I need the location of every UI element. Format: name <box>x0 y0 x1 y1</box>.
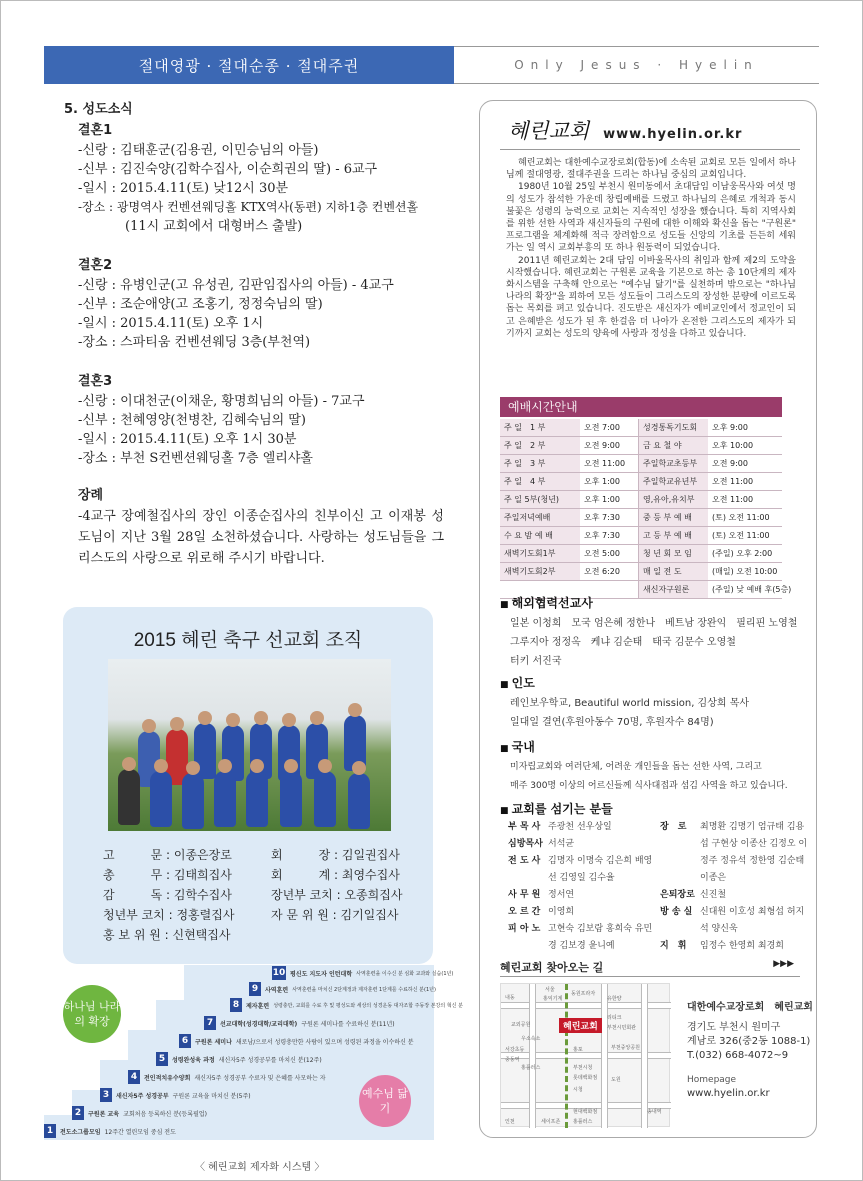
wedding-line: -장소 : 스파티움 컨벤션웨딩 3층(부천역) <box>78 335 311 350</box>
mission-title: 2015 혜린 축구 선교회 조직 <box>133 630 363 651</box>
staff-names: 정서연 <box>548 890 575 900</box>
service-time: 오후 7:30 <box>584 513 620 522</box>
wedding-title: 결혼1 <box>78 123 113 138</box>
staff-row <box>660 904 810 938</box>
staff-row <box>508 853 658 887</box>
wedding-line: -신랑 : 유병인군(고 유성권, 김판임집사의 아들) - 4교구 <box>78 278 394 293</box>
service-name: 중 등 부 예 배 <box>638 509 708 526</box>
service-name: 영,유아,유치부 <box>638 491 708 508</box>
phone-number: T.(032) 668-4072~9 <box>687 1050 789 1061</box>
roster-row: 감 독 : 김학수집사 장년부 코치 : 오종희집사 <box>103 888 403 902</box>
service-row <box>500 473 782 491</box>
wedding-line: -신랑 : 이대천군(이채운, 황명희님의 아들) - 7교구 <box>78 394 365 409</box>
step-2: 2 구원론 교육 교회처음 등록하신 분(등록필업) <box>72 1106 207 1120</box>
staff-role: 사 무 원 <box>508 890 541 900</box>
staff-role: 방 송 실 <box>660 907 693 917</box>
staff-names: 신대원 이호성 최형섭 허지석 양신욱 <box>700 907 805 934</box>
staff-names: 임정수 한영희 최경희 <box>700 941 784 951</box>
service-time: 오전 5:00 <box>584 549 620 558</box>
staff-names: 고현숙 김보람 홍희숙 유민경 김보경 윤니예 <box>548 924 653 951</box>
service-name: 새벽기도회2부 <box>500 563 580 580</box>
staff-role: 지 휘 <box>660 941 687 951</box>
service-name: 주일저녁예배 <box>500 509 580 526</box>
service-time: 오전 11:00 <box>584 459 626 468</box>
wedding-line: -일시 : 2015.4.11(토) 오후 1시 <box>78 316 264 331</box>
india-title: ■ 인도 <box>500 675 810 694</box>
service-time: 오전 9:00 <box>584 441 620 450</box>
step-6: 6 구원론 세미나 새로남/으로서 성령충만한 사람이 있으며 성령된 과정을 이수하신 분 <box>179 1034 414 1048</box>
step-9: 9 사역훈련 사역훈련을 마치신 2단계정과 제자훈련 1단계를 수료하신 분(1년) <box>249 982 436 996</box>
staff-role: 장 로 <box>660 822 687 832</box>
location-map: 혜린교회 서울 내동 홍익기계 동원프라자 유한양 교외공원 리티크 부천시민회관 우소속소 홍플러스 시청 부천중앙공원 서강초등 홍포 중동역 부천시청 롯데백화점 도원 현대백화점 홍플러스 세이프존 송내역 인천 <box>500 983 670 1127</box>
roster-row: 청년부 코치 : 정홍렬집사 자 문 위 원 : 김기일집사 <box>103 908 399 922</box>
service-name: 주 일 4 부 <box>500 473 580 490</box>
church-marker: 혜린교회 <box>559 1018 602 1033</box>
staircase-caption: 〈 혜린교회 제자화 시스템 〉 <box>195 1162 325 1173</box>
intro-paragraph: 1980년 10월 25일 부천시 원미동에서 초대담임 이남웅목사와 여섯 명의 성도가 참석한 가운데 창립예배를 드렸고 하나님의 은혜로 개척과 동시 불꽃은 성령의 능력으로 교회는 지속적인 성장을 했습니다. 특히 지역사회를 위한 선한 사역과 새신자들의 구원에 대한 이해와 확신을 돕는 "구원론" 프로그램을 체계화해 적극 장려함으로 성도들 신앙의 기초를 든든히 세워가는 일 역시 교회부흥의 또 하나 원동력이 되었습니다. <box>506 182 796 254</box>
service-time: 오전 11:00 <box>712 495 754 504</box>
staff-title: ■ 교회를 섬기는 분들 <box>500 801 810 820</box>
church-logo <box>508 115 742 145</box>
jesus-circle: 예수님 닮기 <box>359 1075 411 1127</box>
overseas-title: ■ 해외협력선교사 <box>500 595 810 614</box>
staff-names: 김명자 이명숙 김은희 배영선 김영일 김수율 <box>548 856 653 883</box>
discipleship-staircase <box>44 965 463 1140</box>
wedding-line: -신랑 : 김태훈군(김용권, 이민승님의 아들) <box>78 143 319 158</box>
service-time: (토) 오전 11:00 <box>712 513 770 522</box>
staff-row <box>508 836 658 853</box>
wedding-line: -장소 : 부천 S컨벤션웨딩홀 7층 엘리샤홀 <box>78 451 313 466</box>
homepage-link[interactable]: www.hyelin.or.kr <box>687 1088 770 1099</box>
service-time: 오전 7:00 <box>584 423 620 432</box>
service-name: 주일학교초등부 <box>638 455 708 472</box>
header-motto: 절대영광 · 절대순종 · 절대주권 <box>44 46 454 84</box>
roster-row: 총 무 : 김태희집사 회 계 : 최영수집사 <box>103 868 400 882</box>
service-name: 새신자구원론 <box>638 581 708 598</box>
staff-names: 서석균 <box>548 839 575 849</box>
soccer-mission-panel <box>63 607 433 964</box>
step-3: 3 새신자5주 성경공부 구원론 교육을 마치신 분(5주) <box>100 1088 251 1102</box>
church-intro <box>506 157 796 340</box>
step-7: 7 선교대학(성경대학/교리대학) 구원론 세미나를 수료하신 분(11년) <box>204 1016 395 1030</box>
service-time: (매일) 오전 10:00 <box>712 567 778 576</box>
wedding-3 <box>64 372 444 468</box>
service-row <box>500 491 782 509</box>
service-name: 주 일 3 부 <box>500 455 580 472</box>
service-time: 오후 1:00 <box>584 495 620 504</box>
wedding-line: -장소 : 광명역사 컨벤션웨딩홀 KTX역사(동편) 지하1층 컨벤션홀 <box>78 200 419 214</box>
domestic-line: 매주 300명 이상의 어르신들께 식사대접과 섬김 사역을 하고 있습니다. <box>510 781 788 791</box>
staff-row <box>508 887 658 904</box>
service-row <box>500 455 782 473</box>
service-time: (주일) 오후 2:00 <box>712 549 773 558</box>
staff-section <box>500 801 810 820</box>
staff-row <box>508 819 658 836</box>
staff-row <box>660 887 810 904</box>
team-photo <box>108 659 391 831</box>
wedding-line: -일시 : 2015.4.11(토) 오후 1시 30분 <box>78 432 297 447</box>
service-name: 주 일 1 부 <box>500 419 580 436</box>
wedding-title: 결혼3 <box>78 374 113 389</box>
service-time: 오후 10:00 <box>712 441 754 450</box>
arrows-icon: ▶▶▶ <box>773 959 794 969</box>
mission-roster <box>103 845 423 945</box>
staff-role: 은퇴장로 <box>660 890 695 900</box>
step-5: 5 성령완성육 과정 새신자5주 성경공부를 마치신 분(12주) <box>156 1052 322 1066</box>
overseas-line: 그루지아 정정옥 케냐 김순태 태국 김문수 오영철 <box>510 637 736 648</box>
service-name: 수 요 밤 예 배 <box>500 527 580 544</box>
staff-names: 주광천 선우상일 <box>548 822 612 832</box>
wedding-1 <box>64 121 444 236</box>
service-row <box>500 563 782 581</box>
india-line: 레인보우학교, Beautiful world mission, 김상희 목사 <box>510 698 750 709</box>
staff-row <box>660 938 810 955</box>
service-name: 고 등 부 예 배 <box>638 527 708 544</box>
staff-names: 최명환 김명기 엄규태 김용섭 구현상 이종산 김정오 이정주 정유석 정한영 김순태 이종은 <box>700 822 808 883</box>
staff-row <box>508 921 658 955</box>
page-header <box>44 46 819 84</box>
church-name: 대한예수교장로회 혜린교회 <box>687 1002 813 1013</box>
funeral-text: -4교구 장예철집사의 장인 이종순집사의 친부이신 고 이재봉 성도님이 지난 3월 28일 소천하셨습니다. 사랑하는 성도님들을 그리스도의 사랑으로 위로해 주시기 바랍니다. <box>78 509 444 566</box>
wedding-line: -신부 : 천혜영양(천병찬, 김혜숙님의 딸) <box>78 413 306 428</box>
step-8: 8 제자훈련 성령충만, 교회를 수료 후 및 평성도와 세상의 성경운동 대자조합 주동장 본강의 혁신 분 <box>230 998 463 1012</box>
service-name: 주 일 2 부 <box>500 437 580 454</box>
intro-paragraph: 2011년 혜린교회는 2대 담임 이바울목사의 취임과 함께 제2의 도약을 시작했습니다. 혜린교회는 구원론 교육을 기본으로 하는 총 10단계의 제자화시스템을 구축해 안으로는 "예수님 닮기"를 실천하며 밖으로는 "하나님 나라의 확장"을 꾀하여 모든 성도들이 그리스도의 장성한 분량에 이르도록 돕는 목회를 펴고 있습니다. 진도받은 새신자가 예비교인에서 정교인이 되고 은혜받은 성도가 된 후 한걸음 더 나아가 온전한 그리스도의 제자가 되기까지 교회는 성도의 양육에 사랑과 정성을 다하고 있습니다. <box>506 255 796 339</box>
staff-role: 심방목사 <box>508 839 543 849</box>
service-row <box>500 437 782 455</box>
service-name: 새벽기도회1부 <box>500 545 580 562</box>
domestic-title: ■ 국내 <box>500 739 810 758</box>
staff-role: 부 목 사 <box>508 822 541 832</box>
service-name: 청 년 회 모 임 <box>638 545 708 562</box>
service-time: 오후 7:30 <box>584 531 620 540</box>
overseas-missionaries <box>500 595 810 671</box>
india-line: 일대일 결연(후원아동수 70명, 후원자수 84명) <box>510 717 714 728</box>
service-time: 오후 9:00 <box>712 423 748 432</box>
staff-names: 이영희 <box>548 907 575 917</box>
news-title: 5. 성도소식 <box>64 102 133 117</box>
kingdom-circle: 하나님 나라의 확장 <box>63 985 121 1043</box>
india-mission <box>500 675 810 732</box>
church-news <box>64 100 444 569</box>
roster-row: 고 문 : 이종은장로 회 장 : 김일권집사 <box>103 848 400 862</box>
wedding-note: (11시 교회에서 대형버스 출발) <box>125 219 303 234</box>
step-4: 4 전인적치유수양회 새신자5주 성경공부 수료자 및 은혜를 사모하는 자 <box>128 1070 326 1084</box>
service-time: 오전 9:00 <box>712 459 748 468</box>
church-url[interactable]: www.hyelin.or.kr <box>603 127 743 142</box>
staff-row <box>508 904 658 921</box>
service-name: 주 일 5부(청년) <box>500 491 580 508</box>
staff-names: 신진철 <box>700 890 727 900</box>
step-10: 10 평신도 지도자 인턴대학 사역훈련을 이수신 분 심화 교과와 실습(1년) <box>272 968 454 978</box>
service-times-title: 예배시간안내 <box>500 397 782 417</box>
service-time: 오전 6:20 <box>584 567 620 576</box>
staff-role: 전 도 사 <box>508 856 541 866</box>
roster-row: 홍 보 위 원 : 신현택집사 <box>103 928 231 942</box>
service-time: (주일) 낮 예배 후(5층) <box>712 585 792 594</box>
service-time: 오후 1:00 <box>584 477 620 486</box>
address-line: 경기도 부천시 원미구 <box>687 1022 781 1033</box>
service-row <box>500 419 782 437</box>
funeral-title: 장례 <box>78 488 104 503</box>
staff-role: 오 르 간 <box>508 907 541 917</box>
homepage-label: Homepage <box>687 1075 737 1085</box>
wedding-line: -신부 : 김진숙양(김학수집사, 이순희권의 딸) - 6교구 <box>78 162 378 177</box>
service-time: 오전 11:00 <box>712 477 754 486</box>
overseas-line: 터키 서진국 <box>510 656 562 667</box>
service-time: (토) 오전 11:00 <box>712 531 770 540</box>
church-address <box>687 1001 813 1101</box>
service-row <box>500 509 782 527</box>
domestic-line: 미자립교회와 여러단체, 어려운 개인들을 돕는 선한 사역, 그리고 <box>510 762 762 772</box>
staff-row <box>660 819 810 887</box>
intro-paragraph: 혜린교회는 대한예수교장로회(합동)에 소속된 교회로 모든 일에서 하나님께 절대영광, 절대주권을 드리는 하나님 중심의 교회입니다. <box>506 158 796 181</box>
wedding-2 <box>64 256 444 352</box>
step-1: 1 전도소그룹모임 12주간 열린모임 중심 전도 <box>44 1124 176 1138</box>
wedding-line: -일시 : 2015.4.11(토) 낮12시 30분 <box>78 181 289 196</box>
service-times-table <box>500 419 792 599</box>
header-slogan: Only Jesus · Hyelin <box>454 46 819 84</box>
church-info-panel <box>479 100 817 1138</box>
directions-title: 혜린교회 찾아오는 길 ▶▶▶ <box>500 959 800 977</box>
service-row <box>500 545 782 563</box>
domestic-mission <box>500 739 810 796</box>
service-row <box>500 527 782 545</box>
service-name: 주일학교유년부 <box>638 473 708 490</box>
wedding-line: -신부 : 조순애양(고 조홍기, 정정숙님의 딸) <box>78 297 323 312</box>
address-line: 계남로 326(중2동 1088-1) <box>687 1036 811 1047</box>
service-name: 금 요 철 야 <box>638 437 708 454</box>
overseas-line: 일본 이청희 모국 엄은혜 정한나 베트남 장완익 필리핀 노영철 <box>510 618 798 629</box>
staff-role: 피 아 노 <box>508 924 541 934</box>
service-name: 성경통독기도회 <box>638 419 708 436</box>
service-name: 매 일 전 도 <box>638 563 708 580</box>
church-logo-text: 혜린교회 <box>508 119 590 143</box>
wedding-title: 결혼2 <box>78 258 113 273</box>
